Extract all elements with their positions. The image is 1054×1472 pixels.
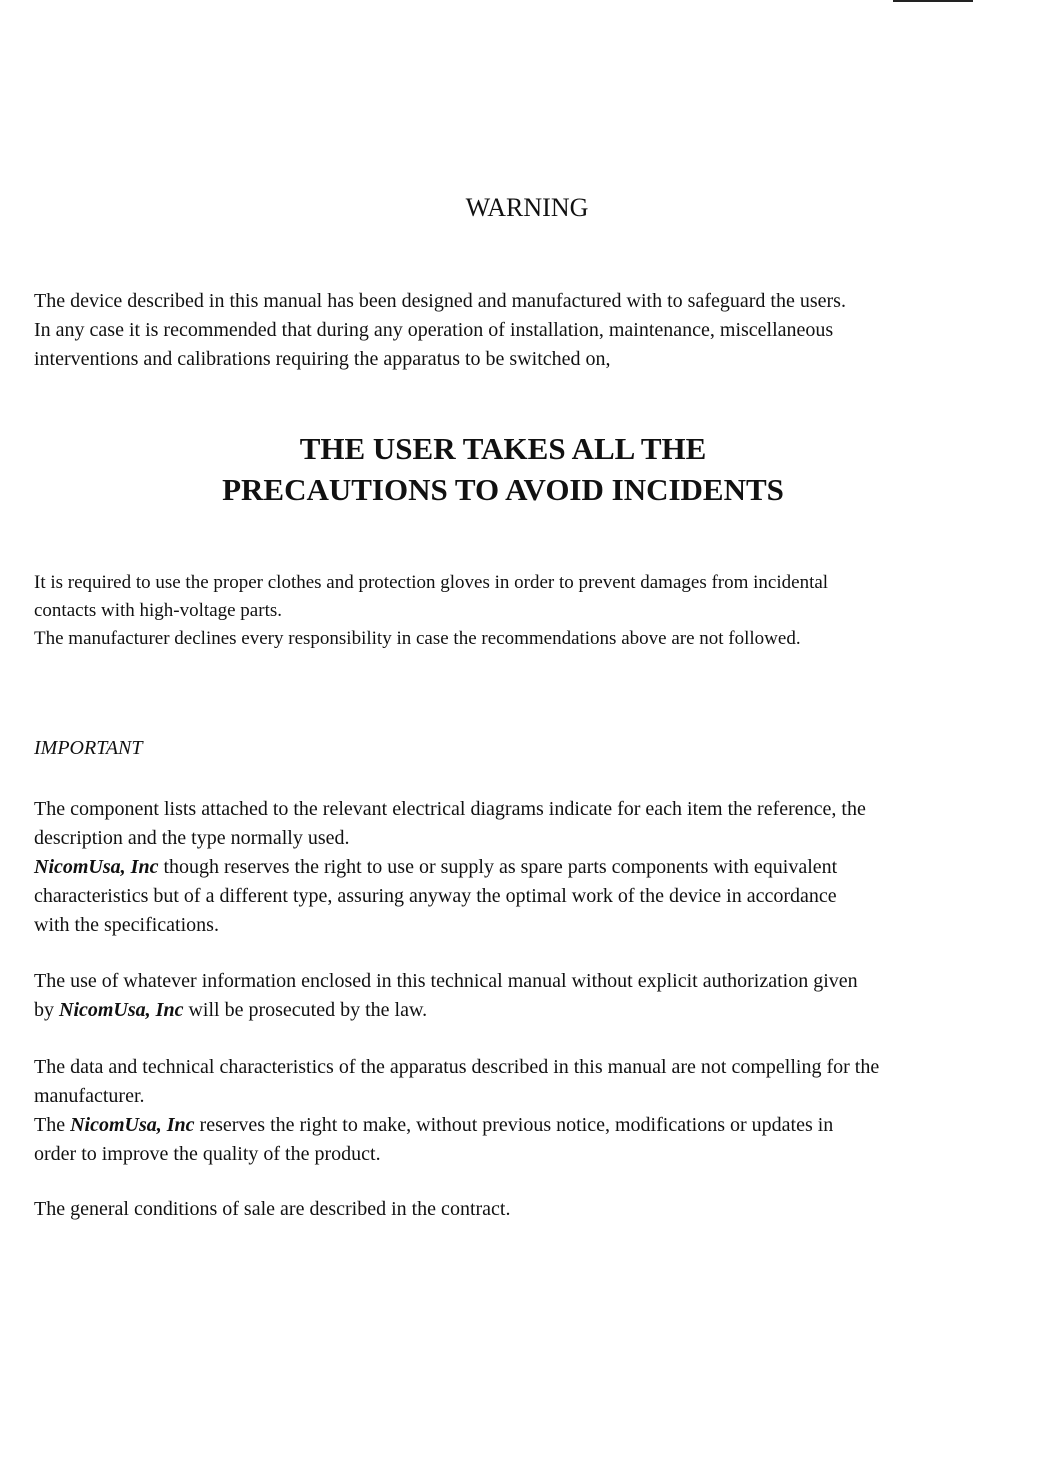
information-line: The use of whatever information enclosed in this technical manual without explicit authorization given: [34, 970, 858, 992]
top-rule: [893, 0, 973, 2]
warning-title: WARNING: [465, 193, 589, 222]
data-paragraph: [34, 1053, 979, 1169]
protection-line: The manufacturer declines every responsibility in case the recommendations above are not followed.: [34, 628, 801, 649]
sale-line: The general conditions of sale are described in the contract.: [34, 1198, 511, 1220]
components-text: though reserves the right to use or supply as spare parts components with equivalent: [158, 856, 838, 878]
important-heading: IMPORTANT: [34, 737, 143, 759]
brand-name: NicomUsa, Inc: [59, 999, 184, 1021]
protection-paragraph: [34, 569, 979, 653]
information-text: by: [34, 999, 59, 1021]
data-text: reserves the right to make, without previous notice, modifications or updates in: [194, 1114, 834, 1136]
data-line: [34, 1111, 979, 1140]
sale-conditions-paragraph: [34, 1195, 979, 1224]
protection-line: contacts with high-voltage parts.: [34, 600, 282, 621]
information-text: will be prosecuted by the law.: [183, 999, 428, 1021]
intro-line: The device described in this manual has been designed and manufactured with to safeguard the users.: [34, 290, 846, 312]
information-line: [34, 996, 979, 1025]
intro-paragraph: [34, 287, 979, 374]
components-line: with the specifications.: [34, 914, 219, 936]
information-paragraph: [34, 967, 979, 1025]
components-paragraph: [34, 795, 979, 940]
components-line: The component lists attached to the relevant electrical diagrams indicate for each item the reference, the: [34, 798, 866, 820]
components-line: description and the type normally used.: [34, 827, 350, 849]
data-line: order to improve the quality of the product.: [34, 1143, 381, 1165]
data-text: The: [34, 1114, 71, 1136]
banner-line-2: PRECAUTIONS TO AVOID INCIDENTS: [222, 472, 784, 507]
intro-line: In any case it is recommended that during any operation of installation, maintenance, miscellaneous: [34, 319, 834, 341]
data-line: manufacturer.: [34, 1085, 145, 1107]
components-line: characteristics but of a different type, assuring anyway the optimal work of the device in accordance: [34, 885, 837, 907]
protection-line: It is required to use the proper clothes and protection gloves in order to prevent damages from incidental: [34, 572, 829, 593]
components-line: [34, 853, 979, 882]
brand-name: NicomUsa, Inc: [34, 856, 159, 878]
banner-line-1: THE USER TAKES ALL THE: [299, 431, 707, 466]
precautions-banner: [0, 428, 1006, 510]
intro-line: interventions and calibrations requiring the apparatus to be switched on,: [34, 348, 611, 370]
data-line: The data and technical characteristics of the apparatus described in this manual are not compelling for the: [34, 1056, 880, 1078]
brand-name: NicomUsa, Inc: [70, 1114, 195, 1136]
